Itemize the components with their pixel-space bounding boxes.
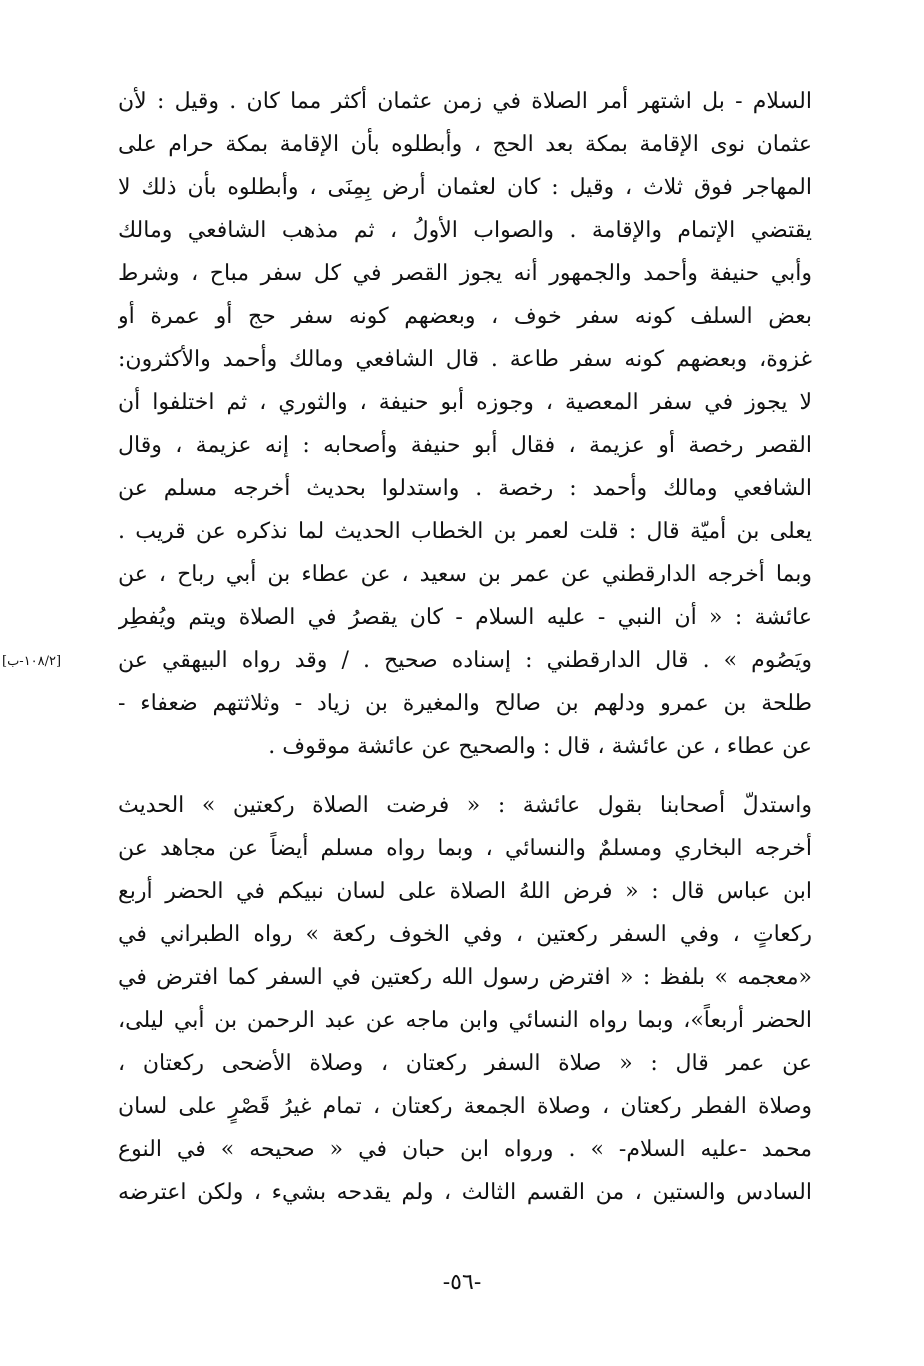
text-line: ويَصُوم » . قال الدارقطني : إسناده صحيح . / وقد رواه البيهقي عن — [118, 648, 812, 673]
paragraph-1 — [118, 80, 812, 768]
text-line: «معجمه » بلفظ : « افترض رسول الله ركعتين في السفر كما افترض في — [118, 965, 812, 990]
text-line: عن عمر قال : « صلاة السفر ركعتان ، وصلاة الأضحى ركعتان ، — [118, 1051, 812, 1076]
margin-manuscript-reference: [١٠٨/٢-ب] — [2, 654, 62, 669]
text-line: أخرجه البخاري ومسلمٌ والنسائي ، وبما رواه مسلم أيضاً عن مجاهد عن — [118, 836, 812, 861]
text-line: محمد -عليه السلام- » . ورواه ابن حبان في « صحيحه » في النوع — [118, 1137, 812, 1162]
text-line: وأبي حنيفة وأحمد والجمهور أنه يجوز القصر في كل سفر مباح ، وشرط — [118, 261, 812, 286]
text-line: غزوة، وبعضهم كونه سفر طاعة . قال الشافعي ومالك وأحمد والأكثرون: — [118, 347, 812, 372]
text-line: ركعاتٍ ، وفي السفر ركعتين ، وفي الخوف ركعة » رواه الطبراني في — [118, 922, 812, 947]
text-line: عائشة : « أن النبي - عليه السلام - كان يقصرُ في الصلاة ويتم ويُفطِر — [118, 605, 812, 630]
text-line: القصر رخصة أو عزيمة ، فقال أبو حنيفة وأصحابه : إنه عزيمة ، وقال — [118, 433, 812, 458]
text-line: وصلاة الفطر ركعتان ، وصلاة الجمعة ركعتان ، تمام غيرُ قَصْرٍ على لسان — [118, 1094, 812, 1119]
text-line: المهاجر فوق ثلاث ، وقيل : كان لعثمان أرض بِمِنَى ، وأبطلوه بأن ذلك لا — [118, 175, 812, 200]
text-line: ابن عباس قال : « فرض اللهُ الصلاة على لسان نبيكم في الحضر أربع — [118, 879, 812, 904]
text-line: الحضر أربعاً»، وبما رواه النسائي وابن ماجه عن عبد الرحمن بن أبي ليلى، — [118, 1008, 812, 1033]
text-line: السلام - بل اشتهر أمر الصلاة في زمن عثمان أكثر مما كان . وقيل : لأن — [118, 89, 812, 114]
text-line: عثمان نوى الإقامة بمكة بعد الحج ، وأبطلوه بأن الإقامة بمكة حرام على — [118, 132, 812, 157]
text-line: طلحة بن عمرو ودلهم بن صالح والمغيرة بن زياد - وثلاثتهم ضعفاء - — [118, 691, 812, 716]
text-line: واستدلّ أصحابنا بقول عائشة : « فرضت الصلاة ركعتين » الحديث — [118, 793, 812, 818]
text-line: لا يجوز في سفر المعصية ، وجوزه أبو حنيفة ، والثوري ، ثم اختلفوا أن — [118, 390, 812, 415]
text-line: يقتضي الإتمام والإقامة . والصواب الأولُ ، ثم مذهب الشافعي ومالك — [118, 218, 812, 243]
text-line: السادس والستين ، من القسم الثالث ، ولم يقدحه بشيء ، ولكن اعترضه — [118, 1180, 812, 1205]
text-line: وبما أخرجه الدارقطني عن عمر بن سعيد ، عن عطاء بن أبي رباح ، عن — [118, 562, 812, 587]
text-line: عن عطاء ، عن عائشة ، قال : والصحيح عن عائشة موقوف . — [268, 734, 812, 759]
paragraph-2 — [118, 784, 812, 1214]
text-line: يعلى بن أميّة قال : قلت لعمر بن الخطاب الحديث لما نذكره عن قريب . — [118, 519, 812, 544]
text-line: الشافعي ومالك وأحمد : رخصة . واستدلوا بحديث أخرجه مسلم عن — [118, 476, 812, 501]
page-number: -٥٦- — [442, 1270, 482, 1295]
text-line: بعض السلف كونه سفر خوف ، وبعضهم كونه سفر حج أو عمرة أو — [118, 304, 812, 329]
